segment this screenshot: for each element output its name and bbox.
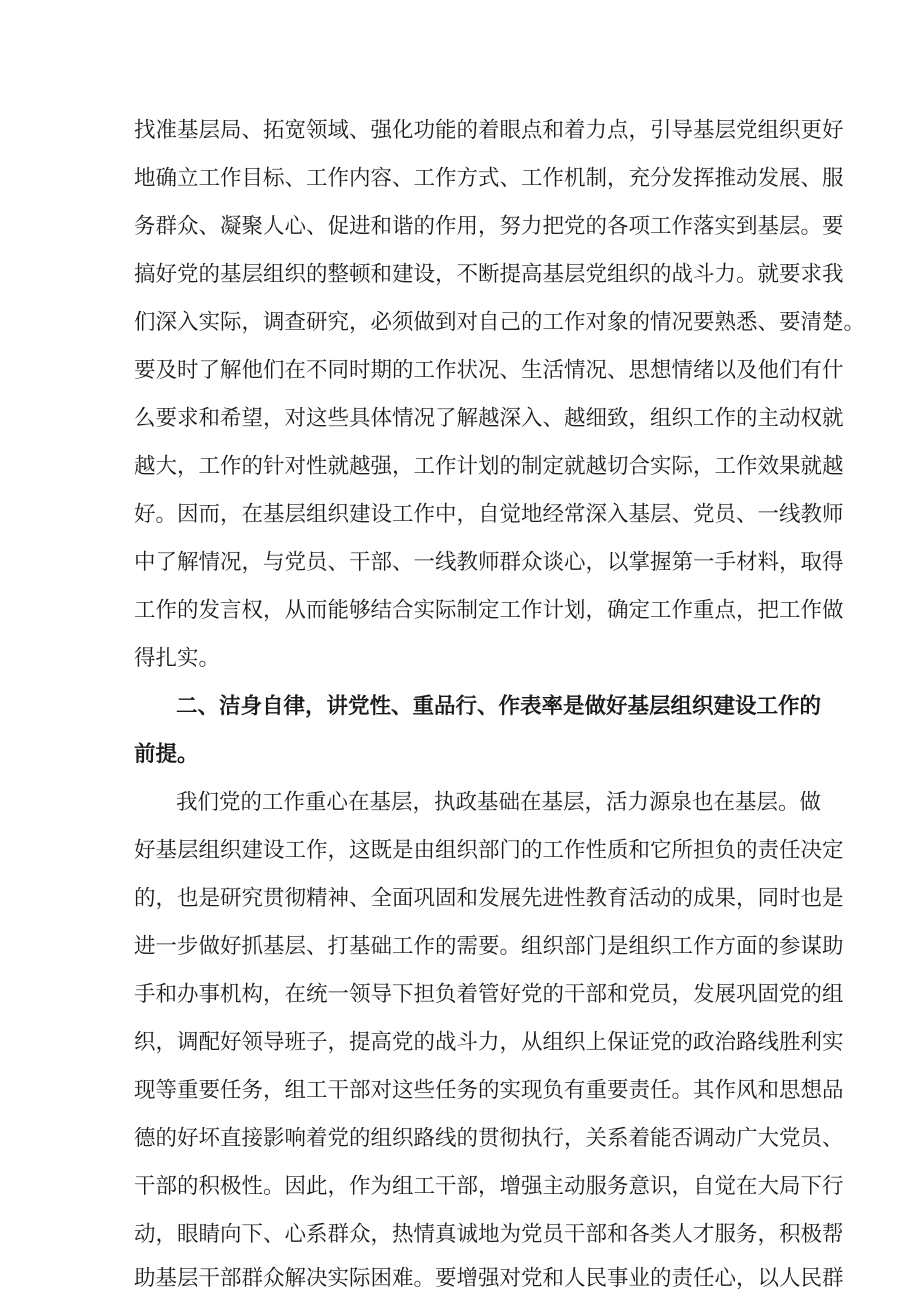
paragraph-line: 我们党的工作重心在基层，执政基础在基层，活力源泉也在基层。做 [176, 790, 822, 815]
paragraph-line: 助基层干部群众解决实际困难。要增强对党和人民事业的责任心，以人民群 [134, 1266, 844, 1291]
paragraph-line: 现等重要任务，组工干部对这些任务的实现负有重要责任。其作风和思想品 [134, 1078, 844, 1103]
paragraph-line: 织，调配好领导班子，提高党的战斗力，从组织上保证党的政治路线胜利实 [134, 1030, 844, 1055]
paragraph-line: 干部的积极性。因此，作为组工干部，增强主动服务意识，自觉在大局下行 [134, 1174, 844, 1199]
paragraph-line: 要及时了解他们在不同时期的工作状况、生活情况、思想情绪以及他们有什 [134, 358, 844, 383]
paragraph-line: 工作的发言权，从而能够结合实际制定工作计划，确定工作重点，把工作做 [134, 598, 844, 623]
paragraph-line: 中了解情况，与党员、干部、一线教师群众谈心，以掌握第一手材料，取得 [134, 550, 844, 575]
section-heading: 前提。 [134, 742, 199, 767]
paragraph-line: 德的好坏直接影响着党的组织路线的贯彻执行，关系着能否调动广大党员、 [134, 1126, 844, 1151]
paragraph-line: 找准基层局、拓宽领域、强化功能的着眼点和着力点，引导基层党组织更好 [134, 118, 844, 143]
paragraph-line: 务群众、凝聚人心、促进和谐的作用，努力把党的各项工作落实到基层。要 [134, 214, 844, 239]
paragraph-line: 进一步做好抓基层、打基础工作的需要。组织部门是组织工作方面的参谋助 [134, 934, 844, 959]
paragraph-line: 越大，工作的针对性就越强，工作计划的制定就越切合实际，工作效果就越 [134, 454, 844, 479]
paragraph-line: 的，也是研究贯彻精神、全面巩固和发展先进性教育活动的成果，同时也是 [134, 886, 844, 911]
section-heading: 二、洁身自律，讲党性、重品行、作表率是做好基层组织建设工作的 [176, 694, 822, 719]
paragraph-line: 手和办事机构，在统一领导下担负着管好党的干部和党员，发展巩固党的组 [134, 982, 844, 1007]
paragraph-line: 动，眼睛向下、心系群众，热情真诚地为党员干部和各类人才服务，积极帮 [134, 1222, 844, 1247]
paragraph-line: 们深入实际，调查研究，必须做到对自己的工作对象的情况要熟悉、要清楚。 [134, 310, 866, 335]
paragraph-line: 么要求和希望，对这些具体情况了解越深入、越细致，组织工作的主动权就 [134, 406, 844, 431]
paragraph-line: 搞好党的基层组织的整顿和建设，不断提高基层党组织的战斗力。就要求我 [134, 262, 844, 287]
paragraph-line: 得扎实。 [134, 646, 221, 671]
paragraph-line: 地确立工作目标、工作内容、工作方式、工作机制，充分发挥推动发展、服 [134, 166, 844, 191]
paragraph-line: 好基层组织建设工作，这既是由组织部门的工作性质和它所担负的责任决定 [134, 838, 844, 863]
paragraph-line: 好。因而，在基层组织建设工作中，自觉地经常深入基层、党员、一线教师 [134, 502, 844, 527]
